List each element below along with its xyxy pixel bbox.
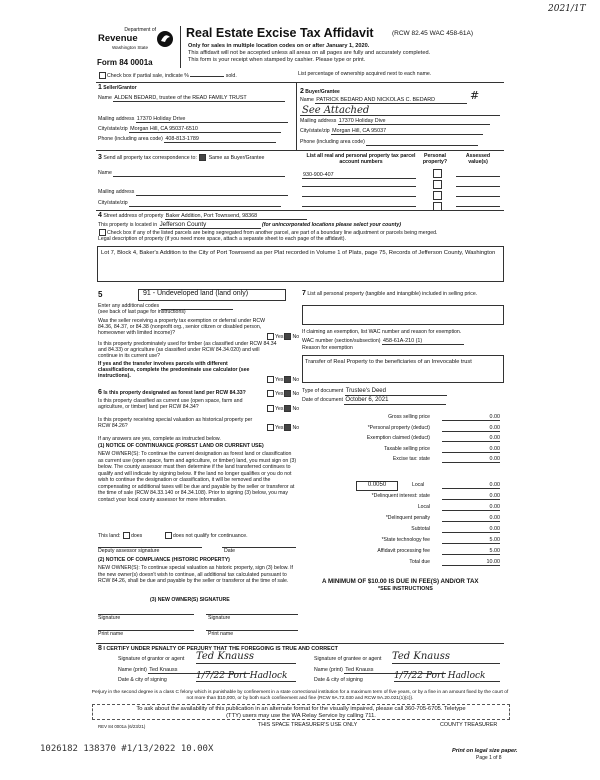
section3-name[interactable] [113,170,285,177]
wac-number[interactable]: 458-61A-210 (1) [382,338,464,345]
seller-phone-row [98,136,276,143]
doc-date-label: Date of document [302,397,343,403]
s5-q1-no[interactable]: No [292,333,300,340]
buyer-section [300,88,340,96]
treasurer-use: THIS SPACE TREASURER'S USE ONLY [258,722,358,728]
calc-line-value-1[interactable]: 0.00 [442,425,500,432]
n1-title: (1) NOTICE OF CONTINUANCE (FOREST LAND OR CURRENT USE) [98,443,264,449]
form-rcw: (RCW 82.45 WAC 458-61A) [392,30,474,37]
section3-name-label: Name [98,170,112,176]
owner-print2-label: Print name [208,631,234,637]
personal-property-header: Personal property? [422,153,448,165]
seller-phone[interactable]: 408-813-1789 [164,136,276,143]
calc-line2-value-4[interactable]: 5.00 [442,537,500,544]
grantor-name-label: Name (print) [118,667,147,673]
reason-text: Transfer of Real Property to the beneficiaries of an Irrevocable trust [305,359,472,365]
calc-line2-value-0[interactable]: 0.00 [442,493,500,500]
owner-sig1-label: Signature [98,615,121,621]
grantee-sig-label: Signature of grantee or agent [314,656,382,662]
seller-phone-label: Phone (including area code) [98,136,163,142]
corner-handwriting: 2021/1T [548,4,586,14]
s6-q1-no[interactable]: No [292,390,300,397]
seller-name-label: Name [98,95,112,101]
seller-mail-label: Mailing address [98,116,135,122]
grantor-sig-label: Signature of grantor or agent [118,656,185,662]
s5-q1-answer [266,333,299,341]
dept-line3: Washington State [112,44,149,50]
dept-line1: Department of [124,27,156,33]
calc-line2-label-2: *Delinquent penalty [385,515,430,521]
minimum-due: A MINIMUM OF $10.00 IS DUE IN FEE(S) AND/OR TAX [322,578,479,585]
local-label: Local [412,482,425,488]
buyer-name[interactable]: PATRICK BEDARD AND NICKOLAS C. BEDARD [315,97,467,104]
s5-q2-answer [266,376,299,384]
section5-num: 5 [98,290,103,299]
seller-city[interactable]: Morgan Hill, CA 95037-6510 [129,126,281,133]
calc-line2-value-5[interactable]: 5.00 [442,548,500,555]
doc-date[interactable]: October 6, 2021 [344,397,446,405]
land-does-label: does [130,532,143,539]
parcels-header: List all real and personal property tax parcel account numbers [306,153,416,165]
grantee-signature[interactable]: Ted Knauss [392,651,500,664]
ownership-note: List percentage of ownership acquired next to each name. [298,71,432,77]
s6-q4: If any answers are yes, complete as instructed below. [98,436,221,442]
accessibility-box [92,704,510,720]
s6-q1-yes[interactable]: Yes [275,390,284,397]
seller-title: Seller/Grantor [103,85,137,91]
county-treasurer: COUNTY TREASURER [440,722,498,728]
section3-title: Send all property tax correspondence to: [103,155,197,161]
n2-body: NEW OWNER(S): To continue special valuation as historic property, sign (3) below. If the new owner(s) doesn't wish to continue, all additional tax calculated pursuant to RCW 84.26, shall be due and payable by the seller or transferor at the time of sale. [98,565,293,584]
partial-sale-sold: sold. [225,72,237,79]
s6-q2-yes[interactable]: Yes [275,405,284,412]
s6-q1-answer [266,390,299,398]
s5-q1-yes[interactable]: Yes [275,333,284,340]
grantee-name-label: Name (print) [314,667,343,673]
rev-number: REV 84 0001a (6/23/21) [98,724,146,729]
buyer-title: Buyer/Grantee [305,89,340,95]
land-does-not-checkbox[interactable] [165,532,172,539]
buyer-mail-label: Mailing address [300,118,337,124]
other-codes-label: Enter any additional codes [98,303,160,309]
calc-line2-label-0: *Delinquent interest: state [371,493,430,499]
buyer-num: 2 [300,88,304,95]
other-codes-note: (see back of last page for instructions) [98,309,186,315]
seller-num: 1 [98,84,102,91]
header-note2: This affidavit will not be accepted unless all areas on all pages are fully and accurately completed. [188,50,431,56]
s6-q3-answer [266,424,299,432]
reason-label: Reason for exemption [302,345,353,351]
buyer-name-row [300,97,467,104]
local-tax-value[interactable]: 0.00 [442,482,500,489]
section3-mail-row [98,189,288,196]
receipt-stamp: 1026182 138370 #1/13/2022 10.00X [40,744,214,754]
section3-header [98,154,264,162]
land-qualify-row [98,532,248,540]
located-row [98,221,401,229]
section6-num: 6 [98,389,102,396]
land-use-select[interactable]: 91 - Undeveloped land (land only) [138,289,286,301]
calc-line2-value-3[interactable]: 0.00 [442,526,500,533]
calc-line-value-4[interactable]: 0.00 [442,456,500,463]
buyer-phone-label: Phone (including area code) [300,139,365,145]
section4-num: 4 [98,212,102,219]
s6-q2: Is this property classified as current use (open space, farm and agriculture, or timber) land per RCW 84.34? [98,398,243,410]
grantor-name[interactable]: Ted Knauss [148,667,250,674]
personal-property-cb1[interactable] [432,169,443,178]
doc-date-row [302,397,446,405]
calc-line2-label-5: Affidavit processing fee [377,548,430,554]
section5-header [98,290,102,299]
calc-line2-label-1: Local [417,504,430,510]
see-instructions: *SEE INSTRUCTIONS [378,586,433,592]
header-note3: This form is your receipt when stamped by cashier. Please type or print. [188,57,366,63]
s5-q2b: If yes and the transfer involves parcels with different classifications, complete the predominate use calculator (see instructions). [98,361,250,379]
section3-city[interactable] [129,200,281,207]
section3-mail-label: Mailing address [98,189,135,195]
form-title: Real Estate Excise Tax Affidavit [186,26,374,40]
section7-header [302,290,502,298]
partial-sale-row [98,72,237,80]
calc-line-value-3[interactable]: 0.00 [442,446,500,453]
assessed-value-header: Assessed value(s) [465,153,491,165]
seller-city-row [98,126,281,133]
personal-property-cb2[interactable] [432,180,443,189]
calc-line2-value-1[interactable]: 0.00 [442,504,500,511]
buyer-hand-mark: # [470,89,480,102]
buyer-city-label: City/state/zip [300,128,330,134]
dor-logo [98,28,178,50]
s6-q2-no[interactable]: No [292,405,300,412]
buyer-name-label: Name [300,97,314,103]
seller-name-row [98,95,285,102]
seller-section [98,84,137,92]
form-number: Form 84 0001a [97,58,153,67]
same-as-buyer-label: Same as Buyer/Grantee [208,155,265,161]
s6-q3: Is this property receiving special valuation as historical property per RCW 84.26? [98,417,253,429]
section7-title: List all personal property (tangible and intangible) included in selling price. [307,291,478,297]
calc-line-label-4: Excise tax: state [392,456,430,462]
calc-line2-label-4: *State technology fee [381,537,430,543]
section3-city-row [98,200,281,207]
land-does-not-label: does not qualify for continuance. [172,532,248,539]
calc-line-label-3: Taxable selling price [384,445,430,452]
wac-label: WAC number (section/subsection) [302,338,381,344]
calc-line-label-0: Gross selling price [388,414,430,420]
personal-property-cb3[interactable] [432,191,443,200]
section7-num: 7 [302,290,306,297]
s6-q1-row [98,389,246,397]
section3-mail[interactable] [136,189,288,196]
section3-num: 3 [98,154,102,161]
perjury-notice: Perjury in the second degree is a class C felony which is punishable by confinement in a state correctional institution for a maximum term of five years, or by a fine in an amount fixed by the court of not more than $10,000, or by both such confinement and fine (RCW 9A.72.030 and RCW 9A.20.021(1)(c)). [91,690,509,701]
header-note1: Only for sales in multiple location codes on or after January 1, 2020. [188,43,370,49]
segregate-checkbox[interactable] [99,229,106,236]
calc-line-value-2[interactable]: 0.00 [442,435,500,442]
doc-type[interactable]: Trustee's Deed [345,388,447,396]
seller-mail[interactable]: 17370 Holiday Drive [136,116,288,123]
grantor-date-row [118,678,167,684]
street-row [98,212,307,220]
page-number: Page 1 of 8 [476,755,502,761]
n3-title: (3) NEW OWNER(S) SIGNATURE [150,597,230,603]
buyer-phone-row [300,139,478,146]
calc-line-value-0[interactable]: 0.00 [442,414,500,421]
dept-line2: Revenue [98,32,138,44]
buyer-see-attached: See Attached [302,105,370,116]
section8-num: 8 [98,645,102,652]
grantee-date-label: Date & city of signing [314,677,363,683]
county-select[interactable]: Jefferson County [159,221,261,229]
accessibility-line2: (TTY) users may use the WA Relay Service by calling 711. [226,712,376,719]
section8-title: I CERTIFY UNDER PENALTY OF PERJURY THAT THE FOREGOING IS TRUE AND CORRECT [103,646,338,652]
deputy-date-label: Date [224,548,235,554]
doc-type-label: Type of document [302,388,344,394]
located-note: (for unincorporated locations please select your county) [262,222,401,228]
owner-sig2-label: Signature [208,615,231,621]
partial-sale-checkbox[interactable] [99,72,106,79]
exempt-label: If claiming an exemption, list WAC number and reason for exemption. [302,329,462,335]
owner-print1-label: Print name [98,631,124,637]
located-label: This property is located in [98,222,158,228]
s6-q3-no[interactable]: No [292,424,300,431]
seller-name[interactable]: ALDEN BEDARD, trustee of the READ FAMILY TRUST [113,95,285,102]
grantor-signature[interactable]: Ted Knauss [196,651,296,664]
s5-q2: Is this property predominately used for timber (as classified under RCW 84.34 and 84.33) or agriculture (as classified under RCW 84.34.020) and will continue in its current use? [98,341,277,359]
legal-description-box[interactable] [97,246,504,282]
buyer-city-row [300,128,483,135]
s6-q1: Is this property designated as forest land per RCW 84.33? [103,390,246,396]
same-as-buyer-checkbox[interactable] [199,154,206,161]
grantor-date[interactable]: 1/7/22 Port Hadlock [196,671,296,682]
grantor-date-label: Date & city of signing [118,677,167,683]
grantee-name[interactable]: Ted Knauss [344,667,446,674]
segregate-label: Check box if any of the listed parcels are being segregated from another parcel, are part of a boundary line adjustment or parcels being merged. [107,229,438,236]
deputy-signature-label: Deputy assessor signature [98,548,160,554]
calc-line-label-2: Exemption claimed (deduct) [366,435,430,441]
grantee-date-row [314,678,363,684]
n1-body: NEW OWNER(S): To continue the current designation as forest land or classification as current use (open space, farm and agriculture, or timber) land, you must sign on (3) below. The county assessor must then determine if the land transferred continues to qualify and will indicate by signing below. If the land no longer qualifies or you do not wish to continue the designation or classification, it will be removed and the compensating or additional taxes will be due and payable by the seller or transferor at the time of sale (RCW 84.33.140 or 84.34.108). Prior to signing (3) below, you may contact your local county assessor for more information. [98,451,297,503]
dor-logo-mark [156,30,174,48]
calc-line-label-1: *Personal property (deduct) [367,424,430,431]
s5-q2-no[interactable]: No [292,376,300,383]
section3-name-row [98,170,285,177]
calc-line2-label-6: Total due [409,559,430,565]
s6-q3-yes[interactable]: Yes [275,424,284,431]
legal-label: Legal description of property (if you need more space, attach a separate sheet to each page of the affidavit). [98,236,346,242]
street-address[interactable]: Baker Addition, Port Townsend, 98368 [165,213,307,220]
buyer-city[interactable]: Morgan Hill, CA 95037 [331,128,483,135]
land-does-checkbox[interactable] [123,532,130,539]
seller-city-label: City/state/zip [98,126,128,132]
s5-q1: Was the seller receiving a property tax exemption or deferral under RCW 84.36, 84.37, or 84.38 (nonprofit org., senior citizen or disabled person, homeowner with limited income)? [98,318,266,336]
parcel-number-1[interactable]: 930-900-407 [302,172,416,179]
grantee-date[interactable]: 1/7/22 Port Hadlock [394,671,500,682]
s5-q2-yes[interactable]: Yes [275,376,284,383]
legal-description: Lot 7, Block 4, Baker's Addition to the City of Port Townsend as per Plat recorded in Volume 1 of Plats, page 75, Records of Jefferson County, Washington [101,250,496,256]
n2-title: (2) NOTICE OF COMPLIANCE (HISTORIC PROPERTY) [98,557,230,563]
seller-mail-row [98,116,288,123]
local-rate[interactable]: 0.0050 [356,481,398,491]
calc-line2-value-2[interactable]: 0.00 [442,515,500,522]
buyer-phone[interactable] [366,139,478,146]
partial-sale-label: Check box if partial sale, indicate % [107,72,189,79]
accessibility-line1: To ask about the availability of this publication in an alternate format for the visually impaired, please call 360-705-6705. Teletype [136,706,466,712]
land-qualify-label: This land: [98,532,121,539]
buyer-mail[interactable]: 17370 Holiday Dive [338,118,490,125]
buyer-mail-row [300,118,490,125]
section3-city-label: City/state/zip [98,200,128,206]
street-label: Street address of property [103,213,164,219]
s6-q2-answer [266,405,299,413]
legal-paper-note: Print on legal size paper. [452,748,518,754]
reason-box[interactable] [302,355,504,383]
calc-line2-value-6[interactable]: 10.00 [442,559,500,566]
calc-line2-label-3: Subtotal [411,526,430,532]
doc-type-row [302,388,447,396]
personal-property-box[interactable] [302,305,504,325]
